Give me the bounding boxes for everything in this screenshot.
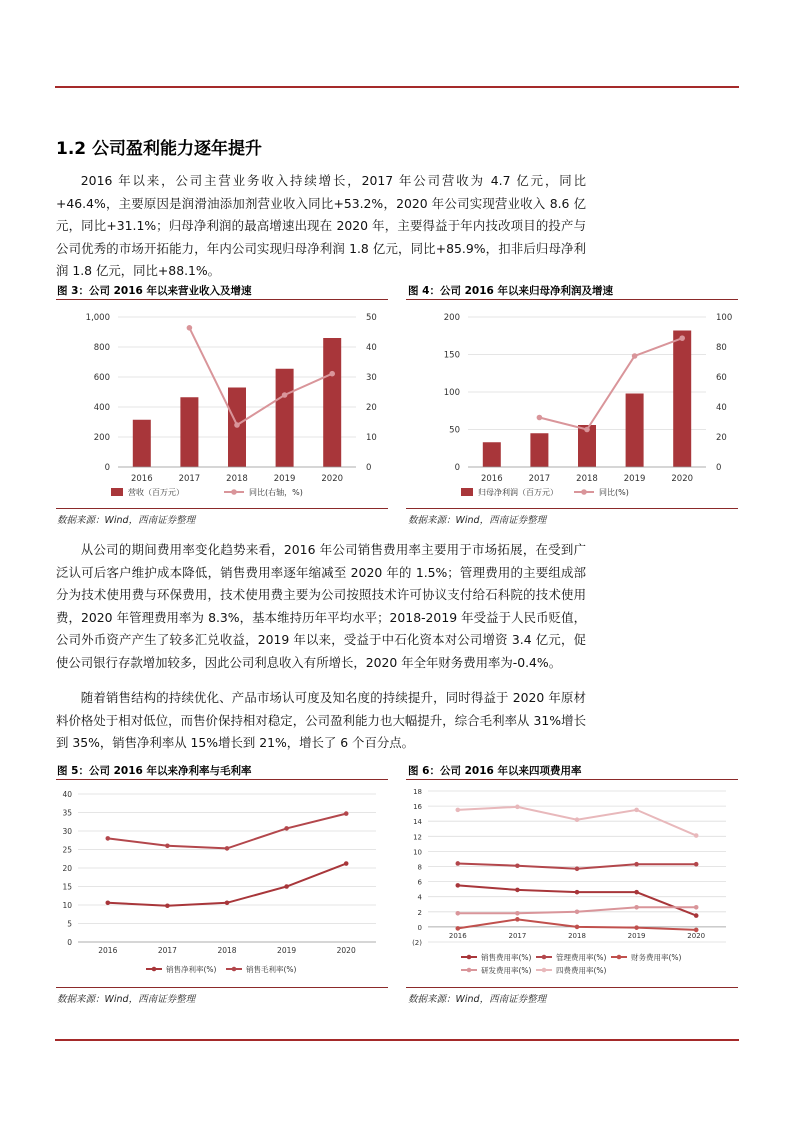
bar <box>180 397 198 467</box>
line-point <box>456 883 461 888</box>
y-tick-label: 150 <box>443 350 460 361</box>
line-point <box>106 836 111 841</box>
line-point <box>694 833 699 838</box>
x-tick-label: 2019 <box>623 474 646 484</box>
figure-6-source: 数据来源：Wind，西南证券整理 <box>408 994 547 1005</box>
line-point <box>632 353 638 359</box>
figure-4-source: 数据来源：Wind，西南证券整理 <box>408 515 547 526</box>
bar <box>133 420 151 467</box>
y2-tick-label: 100 <box>716 313 733 323</box>
line-point <box>694 928 699 933</box>
line-point <box>165 903 170 908</box>
series-line <box>539 338 682 429</box>
bar <box>530 433 548 467</box>
legend-marker <box>232 967 237 972</box>
y2-tick-label: 20 <box>716 433 727 443</box>
y-tick-label: (2) <box>412 939 422 947</box>
x-tick-label: 2019 <box>627 931 646 940</box>
x-tick-label: 2017 <box>508 931 527 940</box>
line-point <box>282 392 288 398</box>
y-tick-label: 16 <box>413 803 422 812</box>
y2-tick-label: 80 <box>716 343 727 353</box>
figure-6-chart <box>406 783 738 983</box>
x-tick-label: 2018 <box>217 946 237 955</box>
legend-label: 财务费用率(%) <box>631 953 682 962</box>
y-tick-label: 30 <box>62 827 72 836</box>
y-tick-label: 200 <box>443 313 460 323</box>
line-point <box>575 866 580 871</box>
y2-tick-label: 40 <box>716 403 727 413</box>
x-tick-label: 2020 <box>687 931 706 940</box>
y-tick-label: 18 <box>413 788 422 796</box>
line-point <box>575 910 580 915</box>
y2-tick-label: 30 <box>366 373 377 383</box>
x-tick-label: 2016 <box>448 931 467 940</box>
y-tick-label: 35 <box>62 808 72 818</box>
x-tick-label: 2019 <box>273 474 296 484</box>
y-tick-label: 800 <box>93 343 110 353</box>
line-point <box>537 415 543 421</box>
y-tick-label: 0 <box>104 463 110 473</box>
x-tick-label: 2019 <box>277 946 297 955</box>
legend-marker <box>542 955 547 960</box>
header-rule <box>55 86 739 88</box>
figure-6-title: 图 6：公司 2016 年以来四项费用率 <box>408 765 582 777</box>
figure-5-bottom-rule <box>56 987 388 988</box>
y-tick-label: 200 <box>93 433 110 443</box>
line-point <box>634 862 639 867</box>
y2-tick-label: 10 <box>366 433 377 443</box>
y-tick-label: 0 <box>454 463 460 473</box>
y-tick-label: 10 <box>413 848 422 857</box>
figure-4-title-rule <box>406 299 738 300</box>
legend-marker <box>467 968 472 973</box>
y-tick-label: 14 <box>413 818 422 827</box>
legend-label: 销售净利率(%) <box>166 965 217 974</box>
y-tick-label: 25 <box>62 845 72 855</box>
line-point <box>575 817 580 822</box>
y-tick-label: 15 <box>62 882 72 892</box>
legend-bar-label: 归母净利润（百万元） <box>478 488 558 497</box>
figure-6-bottom-rule <box>406 987 738 988</box>
legend-label: 管理费用率(%) <box>556 953 607 962</box>
y-tick-label: 5 <box>67 919 72 929</box>
line-point <box>515 805 520 810</box>
line-point <box>575 925 580 930</box>
y2-tick-label: 0 <box>716 463 722 473</box>
y-tick-label: 600 <box>93 373 110 383</box>
y-tick-label: 100 <box>443 388 460 398</box>
figure-5-title: 图 5：公司 2016 年以来净利率与毛利率 <box>57 765 252 777</box>
x-tick-label: 2020 <box>336 946 356 955</box>
paragraph-revenue: 2016 年以来，公司主营业务收入持续增长，2017 年公司营收为 4.7 亿元，同比+46.4%，主要原因是润滑油添加剂营业收入同比+53.2%，2020 年公司实现营业收入 8.6 亿元，同比+31.1%；归母净利润的最高增速出现在 2020 年，主要得益于年内技改项目的投产与公司优秀的市场开拓能力，年内公司实现归母净利润 1.8 亿元，同比+85.9%，扣非后归母净利润 1.8 亿元，同比+88.1%。 <box>56 173 586 278</box>
x-tick-label: 2018 <box>568 931 586 940</box>
figure-4-bottom-rule <box>406 508 738 509</box>
figure-3-chart <box>56 304 388 504</box>
line-point <box>584 427 590 433</box>
legend-bar-label: 营收（百万元） <box>128 488 184 497</box>
x-tick-label: 2017 <box>178 474 201 484</box>
figure-3-source: 数据来源：Wind，西南证券整理 <box>57 515 196 526</box>
bar <box>323 338 341 467</box>
line-point <box>515 888 520 893</box>
legend-marker <box>467 955 472 960</box>
figure-3-bottom-rule <box>56 508 388 509</box>
line-point <box>634 925 639 930</box>
line-point <box>225 900 230 905</box>
figure-5-title-rule <box>56 779 388 780</box>
line-point <box>634 808 639 813</box>
line-point <box>329 371 335 377</box>
legend-bar-swatch <box>111 488 123 496</box>
legend-marker <box>617 955 622 960</box>
bar <box>673 331 691 468</box>
x-tick-label: 2018 <box>226 474 248 484</box>
line-point <box>679 335 685 341</box>
series-line <box>108 864 346 906</box>
line-point <box>456 861 461 866</box>
line-point <box>456 911 461 916</box>
legend-marker <box>542 968 547 973</box>
figure-4-title: 图 4：公司 2016 年以来归母净利润及增速 <box>408 285 613 297</box>
x-tick-label: 2016 <box>130 474 153 484</box>
y-tick-label: 6 <box>417 878 422 887</box>
line-point <box>344 861 349 866</box>
line-point <box>284 884 289 889</box>
figure-3-title: 图 3：公司 2016 年以来营业收入及增速 <box>57 285 252 297</box>
line-point <box>106 900 111 905</box>
x-tick-label: 2016 <box>98 946 118 955</box>
y-tick-label: 10 <box>62 901 72 910</box>
line-point <box>515 917 520 922</box>
line-point <box>694 905 699 910</box>
x-tick-label: 2020 <box>671 474 694 484</box>
line-point <box>694 862 699 867</box>
x-tick-label: 2017 <box>157 946 177 955</box>
line-point <box>225 846 230 851</box>
bar <box>626 394 644 468</box>
y2-tick-label: 40 <box>366 343 377 353</box>
y-tick-label: 1,000 <box>85 313 110 323</box>
line-point <box>165 844 170 849</box>
line-point <box>456 926 461 931</box>
line-point <box>344 811 349 816</box>
figure-3-title-rule <box>56 299 388 300</box>
line-point <box>694 913 699 918</box>
line-point <box>634 890 639 895</box>
legend-label: 销售费用率(%) <box>481 953 532 962</box>
x-tick-label: 2017 <box>528 474 551 484</box>
line-point <box>187 325 193 331</box>
legend-line-label: 同比(%) <box>599 488 629 497</box>
section-title: 1.2 公司盈利能力逐年提升 <box>56 139 263 159</box>
bar <box>483 442 501 467</box>
line-point <box>515 911 520 916</box>
x-tick-label: 2020 <box>321 474 344 484</box>
footer-rule <box>55 1039 739 1041</box>
line-point <box>456 808 461 813</box>
line-point <box>284 826 289 831</box>
legend-marker <box>152 967 157 972</box>
legend-line-marker <box>231 489 237 495</box>
figure-6-title-rule <box>406 779 738 780</box>
paragraph-margins: 随着销售结构的持续优化、产品市场认可度及知名度的持续提升，同时得益于 2020 年原材料价格处于相对低位，而售价保持相对稳定，公司盈利能力也大幅提升，综合毛利率从 31%增长到 35%，销售净利率从 15%增长到 21%，增长了 6 个百分点。 <box>56 690 586 750</box>
y-tick-label: 0 <box>417 923 422 932</box>
line-point <box>234 422 240 428</box>
legend-line-label: 同比(右轴，%) <box>249 488 303 497</box>
y-tick-label: 0 <box>67 938 72 947</box>
series-line <box>189 328 332 425</box>
x-tick-label: 2018 <box>576 474 598 484</box>
y-tick-label: 400 <box>93 403 110 413</box>
x-tick-label: 2016 <box>480 474 503 484</box>
line-point <box>515 863 520 868</box>
figure-4-chart <box>406 304 738 504</box>
line-point <box>575 890 580 895</box>
y2-tick-label: 0 <box>366 463 372 473</box>
legend-label: 研发费用率(%) <box>481 966 532 975</box>
y-tick-label: 40 <box>62 790 72 799</box>
y-tick-label: 50 <box>449 425 460 436</box>
y-tick-label: 2 <box>417 908 422 917</box>
legend-line-marker <box>581 489 587 495</box>
bar <box>276 369 294 467</box>
paragraph-expenses: 从公司的期间费用率变化趋势来看，2016 年公司销售费用率主要用于市场拓展，在受到广泛认可后客户维护成本降低，销售费用率逐年缩减至 2020 年的 1.5%；管理费用的主要组成部分为技术使用费与环保费用，技术使用费主要为公司按照技术许可协议支付给石科院的技术使用费，2020 年管理费用率为 8.3%，基本维持历年平均水平；2018-2019 年受益于人民币贬值，公司外币资产产生了较多汇兑收益，2019 年以来，受益于中石化资本对公司增资 3.4 亿元，促使公司银行存款增加较多，因此公司利息收入有所增长，2020 年全年财务费用率为-0.4%。 <box>56 542 586 670</box>
legend-label: 四费费用率(%) <box>556 966 607 975</box>
y-tick-label: 4 <box>417 893 422 902</box>
y-tick-label: 12 <box>413 833 422 842</box>
y-tick-label: 20 <box>62 864 72 873</box>
line-point <box>634 905 639 910</box>
y-tick-label: 8 <box>417 863 422 872</box>
y2-tick-label: 20 <box>366 403 377 413</box>
figure-5-source: 数据来源：Wind，西南证券整理 <box>57 994 196 1005</box>
y2-tick-label: 60 <box>716 373 727 383</box>
legend-label: 销售毛利率(%) <box>246 965 297 974</box>
legend-bar-swatch <box>461 488 473 496</box>
figure-5-chart <box>56 783 388 983</box>
y2-tick-label: 50 <box>366 313 377 323</box>
